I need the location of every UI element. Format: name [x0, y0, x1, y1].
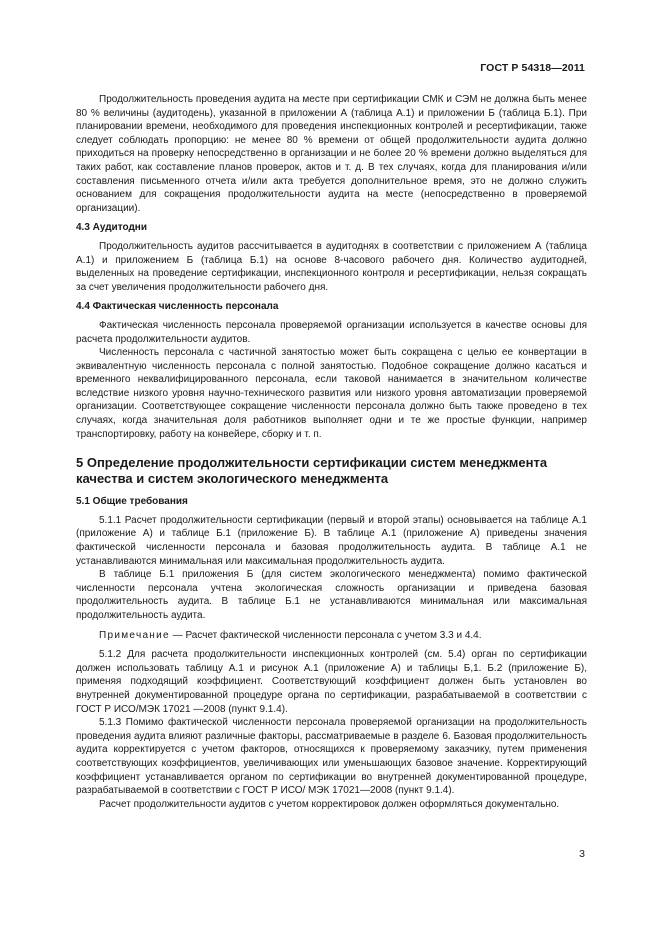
section-heading-4-4: 4.4 Фактическая численность персонала [76, 301, 279, 313]
page-content [76, 93, 587, 811]
paragraph: Расчет продолжительности аудитов с учетом корректировок должен оформляться документально. [99, 798, 560, 810]
paragraph: В таблице Б.1 приложения Б (для систем экологического менеджмента) помимо фактической численности персонала учтена экологическая сложность организации и приведена базовая продолжительность аудита. В таблице Б.1 не устанавливаются минимальная или максимальная продолжительность аудита. [76, 569, 587, 621]
section-heading-4-3: 4.3 Аудитодни [76, 222, 147, 234]
paragraph: Фактическая численность персонала проверяемой организации используется в качестве основы для расчета продолжительности аудитов. [76, 319, 587, 345]
note-text: — Расчет фактической численности персонала с учетом 3.3 и 4.4. [169, 629, 482, 641]
paragraph: Продолжительность аудитов рассчитывается в аудитоднях в соответствии с приложением А (таблица А.1) и приложением Б (таблица Б.1) на основе 8-часового рабочего дня. Количество аудитодней, выделенных на проведение сертификации, инспекционного контроля и ресертификации, нельзя сокращать за счет увеличения продолжительности рабочего дня. [76, 240, 587, 293]
paragraph: Численность персонала с частичной занятостью может быть сокращена с целью ее конвертации в эквивалентную численность персонала с полной занятостью. Подобное сокращение должно касаться и временного неквалифицированного персонала, если таковой нанимается в значительном количестве вследствие низкого уровня научно-технического развития или низкого уровня автоматизации проверяемой организации. Соответствующее сокращение численности персонала должно быть также проведено в тех случаях, когда значительная доля работников выполняет одни и те же простые функции, например транспортировку, работу на конвейере, сборку и т. п. [76, 347, 587, 440]
paragraph: 5.1.1 Расчет продолжительности сертификации (первый и второй этапы) основывается на таблице А.1 (приложение А) и таблице Б.1 (приложение Б). В таблице А.1 (приложение А) приведены значения фактической численности персонала и базовая продолжительность аудита. В таблице А.1 не устанавливаются минимальная или максимальная продолжительность аудита. [76, 514, 587, 567]
section-heading-5-1: 5.1 Общие требования [76, 496, 188, 508]
paragraph: Продолжительность проведения аудита на месте при сертификации СМК и СЭМ не должна быть менее 80 % величины (аудитодень), указанной в приложении А (таблица А.1) и приложении Б (таблица Б.1). При планировании времени, необходимого для проведения инспекционных контролей и ресертификации, также следует соблюдать пропорцию: не менее 80 % времени от общей продолжительности аудита должно приходиться на проверку непосредственно в организации и не более 20 % времени должно выделяться для таких работ, как составление планов проверок, актов и т. д. В тех случаях, когда для планирования и/или составления письменного отчета и/или акта требуется дополнительное время, это не должно служить основанием для сокращения продолжительности аудита на месте (непосредственно в проверяемой организации). [76, 94, 587, 214]
note-label: Примечание [99, 629, 170, 641]
page-number: 3 [579, 848, 585, 860]
paragraph: 5.1.3 Помимо фактической численности персонала проверяемой организации на продолжительность проведения аудита влияют различные факторы, рассматриваемые в разделе 6. Базовая продолжительность аудита корректируется с учетом факторов, относящихся к проверяемому заказчику, путем применения соответствующих коэффициентов, увеличивающих или уменьшающих базовое значение. Корректирующий коэффициент устанавливается органом по сертификации во внутренней документированной процедуре, разрабатываемой в соответствии с ГОСТ Р ИСО/ МЭК 17021—2008 (пункт 9.1.4). [76, 717, 587, 797]
note [76, 629, 587, 643]
paragraph: 5.1.2 Для расчета продолжительности инспекционных контролей (см. 5.4) орган по сертификации должен использовать таблицу А.1 и рисунок А.1 (приложение А) и таблицы Б,1. Б.2 (приложение Б), применяя подходящий коэффициент. Соответствующий коэффициент должен быть установлен во внутренней документированной процедуре органа по сертификации, разрабатываемой в соответствии с ГОСТ Р ИСО/МЭК 17021 —2008 (пункт 9.1.4). [76, 649, 587, 715]
section-heading-5: 5 Определение продолжительности сертификации систем менеджмента качества и систем экологического менеджмента [76, 455, 548, 487]
document-code: ГОСТ Р 54318—2011 [480, 62, 585, 74]
